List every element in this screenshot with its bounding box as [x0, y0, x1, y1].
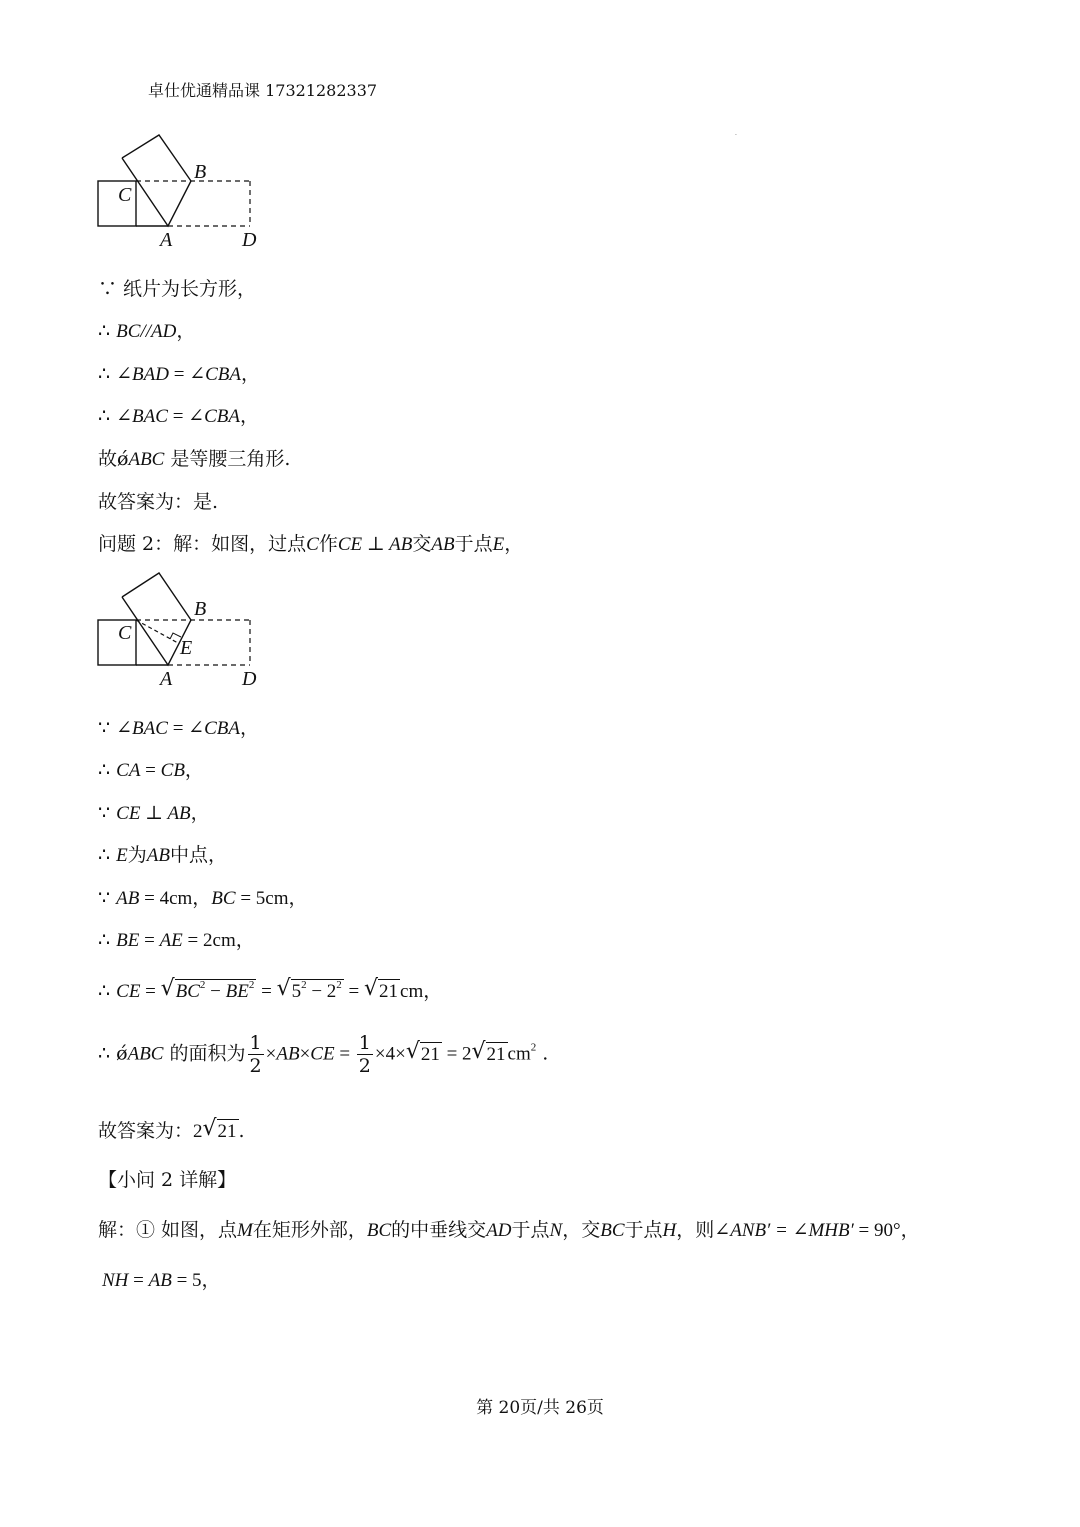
figure-folded-rectangle: [90, 128, 280, 253]
line-9: ∴ CA = CB，: [98, 759, 204, 781]
label-d: D: [242, 229, 257, 251]
line-12: ∵ AB = 4cm，BC = 5cm，: [98, 887, 308, 909]
page-footer: 第 20页/共 26页: [476, 1398, 604, 1418]
line-16-answer: 故答案为：2 √ 21 .: [98, 1116, 245, 1142]
line-3: ∴ ∠BAD = ∠CBA，: [98, 363, 261, 385]
label-c: C: [118, 184, 132, 206]
stray-dot: .: [735, 130, 737, 137]
page-header: 卓仕优通精品课 17321282337: [148, 81, 378, 100]
label-a: A: [160, 229, 173, 251]
line-10: ∵ CE ⊥ AB，: [98, 802, 210, 824]
line-18: 解：① 如图，点M在矩形外部，BC的中垂线交AD于点N，交BC于点H，则∠ANB′ = ∠MHB′ = 90°，: [98, 1219, 920, 1241]
line-1: ∵ 纸片为长方形，: [98, 278, 257, 300]
label-c: C: [118, 622, 132, 644]
figure-perpendicular-ce: [90, 568, 280, 693]
section-heading: 【小问 2 详解】: [98, 1169, 237, 1191]
label-b: B: [194, 598, 207, 620]
line-15-area: ∴ ǿABC 的面积为 $\frac{1}{2}$ ×AB×CE = $\frac{1}{2}$ ×4× √ 21 = 2 √ 21 $cm^2$ .: [98, 1032, 549, 1077]
label-e: E: [180, 637, 193, 659]
line-7: 问题 2：解：如图，过点C作CE ⊥ AB交AB于点E，: [98, 533, 524, 555]
line-4: ∴ ∠BAC = ∠CBA，: [98, 405, 259, 427]
line-13: ∴ BE = AE = 2cm，: [98, 929, 255, 951]
label-a: A: [160, 668, 173, 690]
line-2: ∴ BC//AD，: [98, 320, 196, 342]
line-5: 故ǿABC 是等腰三角形.: [98, 448, 291, 470]
label-b: B: [194, 161, 207, 183]
line-8: ∵ ∠BAC = ∠CBA，: [98, 717, 259, 739]
label-d: D: [242, 668, 257, 690]
line-6: 故答案为：是.: [98, 491, 219, 513]
line-11: ∴ E为AB中点，: [98, 844, 227, 866]
line-14-sqrt: ∴ CE = √ $BC^2 - BE^2$ = √ $5^2 - 2^2$ = √ 21 cm，: [98, 976, 443, 1002]
line-19: NH = AB = 5，: [102, 1270, 221, 1291]
